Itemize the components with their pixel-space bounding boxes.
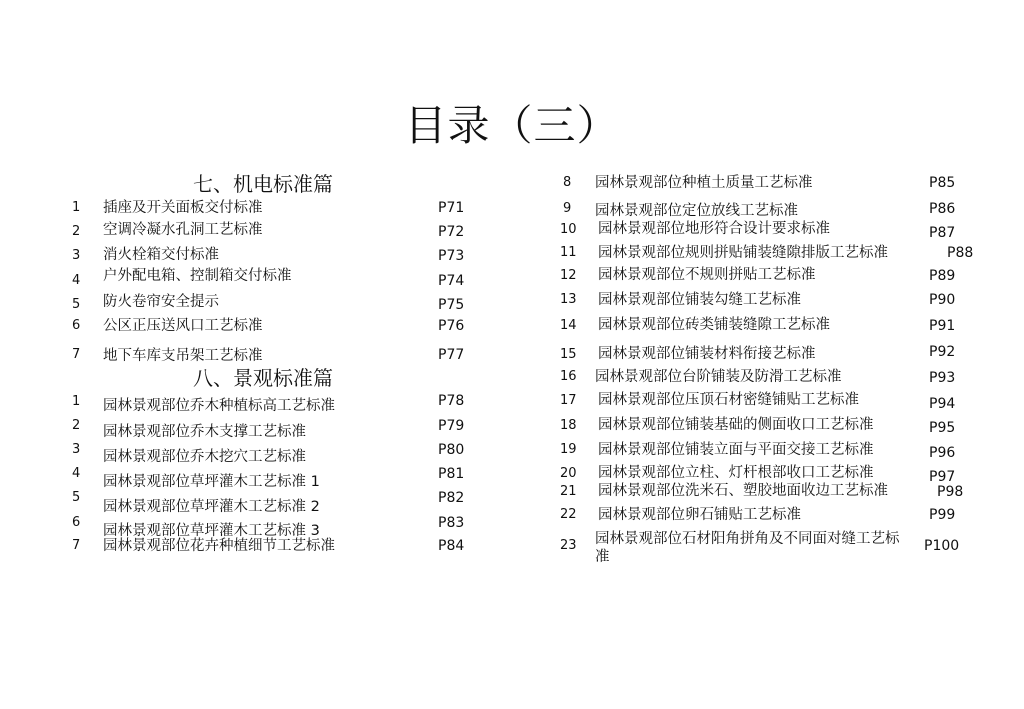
- entry-title: 园林景观部位铺装立面与平面交接工艺标准: [598, 442, 874, 458]
- entry-page: P85: [929, 175, 956, 191]
- entry-title: 园林景观部位不规则拼贴工艺标准: [598, 267, 816, 283]
- entry-number: 15: [560, 347, 577, 362]
- entry-page: P90: [929, 292, 956, 308]
- entry-title: 园林景观部位铺装基础的侧面收口工艺标准: [598, 417, 874, 433]
- entry-number: 1: [72, 200, 81, 215]
- entry-page: P80: [438, 442, 465, 458]
- entry-title: 园林景观部位草坪灌木工艺标准 2: [103, 499, 320, 515]
- entry-title: 园林景观部位乔木挖穴工艺标准: [103, 449, 306, 465]
- entry-number: 23: [560, 538, 577, 553]
- entry-title: 园林景观部位铺装材料衔接艺标准: [598, 346, 816, 362]
- entry-page: P93: [929, 370, 956, 386]
- entry-number: 18: [560, 418, 577, 433]
- entry-page: P91: [929, 318, 956, 334]
- entry-number: 5: [72, 297, 81, 312]
- entry-number: 19: [560, 442, 577, 457]
- entry-page: P82: [438, 490, 465, 506]
- entry-title: 防火卷帘安全提示: [103, 294, 219, 310]
- page-title: 目录（三）: [404, 101, 620, 150]
- entry-title: 园林景观部位砖类铺装缝隙工艺标准: [598, 317, 830, 333]
- entry-page: P98: [937, 484, 964, 500]
- entry-page: P99: [929, 507, 956, 523]
- entry-title: 公区正压送风口工艺标准: [103, 318, 263, 334]
- entry-title: 园林景观部位种植土质量工艺标准: [595, 175, 813, 191]
- entry-page: P92: [929, 344, 956, 360]
- entry-number: 3: [72, 248, 81, 263]
- entry-page: P83: [438, 515, 465, 531]
- entry-number: 6: [72, 318, 81, 333]
- entry-page: P79: [438, 418, 465, 434]
- entry-title: 园林景观部位定位放线工艺标准: [595, 203, 798, 219]
- entry-number: 20: [560, 466, 577, 481]
- entry-page: P74: [438, 273, 465, 289]
- entry-number: 4: [72, 273, 81, 288]
- entry-number: 3: [72, 442, 81, 457]
- entry-title: 园林景观部位规则拼贴铺装缝隙排版工艺标准: [598, 245, 888, 261]
- entry-page: P78: [438, 393, 465, 409]
- entry-page: P87: [929, 225, 956, 241]
- entry-number: 7: [72, 538, 81, 553]
- entry-title: 园林景观部位铺装勾缝工艺标准: [598, 292, 801, 308]
- entry-page: P97: [929, 469, 956, 485]
- entry-number: 11: [560, 245, 577, 260]
- entry-number: 13: [560, 292, 577, 307]
- entry-number: 6: [72, 515, 81, 530]
- entry-page: P81: [438, 466, 465, 482]
- entry-title: 地下车库支吊架工艺标准: [103, 348, 263, 364]
- section-heading-mech: 七、机电标准篇: [193, 172, 333, 196]
- entry-title: 园林景观部位乔木支撑工艺标准: [103, 424, 306, 440]
- entry-title: 园林景观部位洗米石、塑胶地面收边工艺标准: [598, 483, 888, 499]
- entry-number: 7: [72, 347, 81, 362]
- entry-number: 2: [72, 418, 81, 433]
- entry-number: 1: [72, 394, 81, 409]
- entry-title: 园林景观部位压顶石材密缝铺贴工艺标准: [598, 392, 859, 408]
- entry-title: 园林景观部位卵石铺贴工艺标准: [598, 507, 801, 523]
- entry-page: P94: [929, 396, 956, 412]
- entry-title: 园林景观部位花卉种植细节工艺标准: [103, 538, 335, 554]
- entry-page: P73: [438, 248, 465, 264]
- entry-page: P84: [438, 538, 465, 554]
- entry-number: 17: [560, 393, 577, 408]
- entry-page: P96: [929, 445, 956, 461]
- entry-page: P72: [438, 224, 465, 240]
- entry-page: P71: [438, 200, 465, 216]
- entry-page: P88: [947, 245, 974, 261]
- entry-number: 5: [72, 490, 81, 505]
- entry-page: P100: [924, 538, 960, 554]
- entry-page: P95: [929, 420, 956, 436]
- entry-title: 园林景观部位立柱、灯杆根部收口工艺标准: [598, 465, 874, 481]
- entry-title: 插座及开关面板交付标准: [103, 200, 263, 216]
- section-heading-landscape: 八、景观标准篇: [193, 366, 333, 390]
- entry-number: 12: [560, 268, 577, 283]
- entry-title: 园林景观部位石材阳角拼角及不同面对缝工艺标准: [595, 531, 900, 565]
- entry-number: 2: [72, 224, 81, 239]
- entry-title: 园林景观部位地形符合设计要求标准: [598, 221, 830, 237]
- entry-number: 16: [560, 369, 577, 384]
- entry-title: 园林景观部位乔木种植标高工艺标准: [103, 398, 335, 414]
- entry-title: 园林景观部位草坪灌木工艺标准 1: [103, 474, 320, 490]
- entry-title: 空调冷凝水孔洞工艺标准: [103, 222, 263, 238]
- entry-number: 14: [560, 318, 577, 333]
- entry-title: 户外配电箱、控制箱交付标准: [103, 268, 292, 284]
- entry-number: 21: [560, 484, 577, 499]
- entry-page: P77: [438, 347, 465, 363]
- entry-number: 4: [72, 466, 81, 481]
- entry-number: 22: [560, 507, 577, 522]
- entry-page: P89: [929, 268, 956, 284]
- entry-number: 9: [563, 201, 572, 216]
- entry-page: P75: [438, 297, 465, 313]
- entry-page: P86: [929, 201, 956, 217]
- entry-title: 园林景观部位草坪灌木工艺标准 3: [103, 523, 320, 539]
- entry-number: 8: [563, 175, 572, 190]
- entry-page: P76: [438, 318, 465, 334]
- entry-number: 10: [560, 222, 577, 237]
- entry-title: 消火栓箱交付标准: [103, 247, 219, 263]
- entry-title: 园林景观部位台阶铺装及防滑工艺标准: [595, 369, 842, 385]
